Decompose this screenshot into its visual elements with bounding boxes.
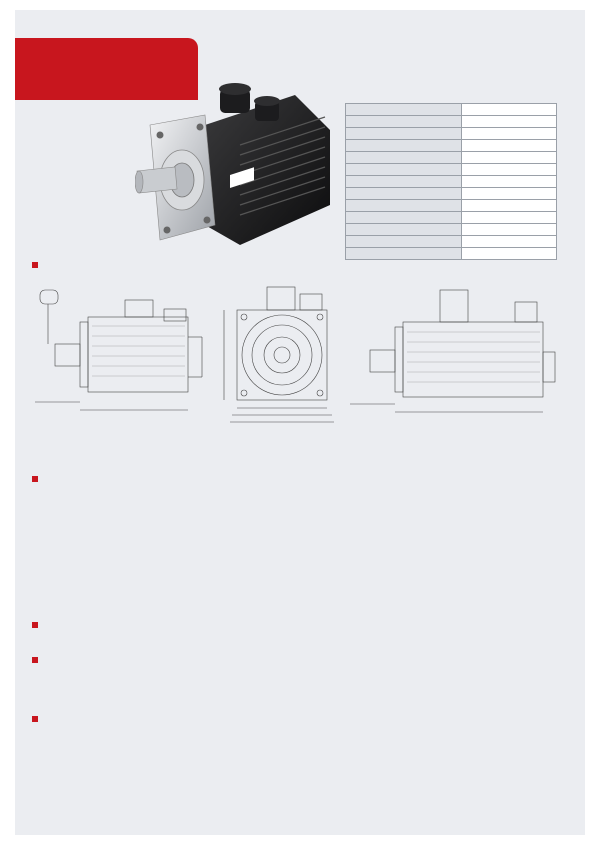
- row-label: [346, 236, 462, 248]
- row-label: [346, 116, 462, 128]
- spec-row: [346, 116, 557, 128]
- cell-value: [462, 176, 557, 188]
- spec-row: [346, 188, 557, 200]
- spec-row: [346, 104, 557, 116]
- section-marker-icon: [32, 657, 38, 663]
- spec-row: [346, 140, 557, 152]
- row-label: [346, 140, 462, 152]
- cell-value: [462, 200, 557, 212]
- spec-row: [346, 164, 557, 176]
- spec-row: [346, 248, 557, 260]
- cell-value: [462, 116, 557, 128]
- section-marker-icon: [32, 476, 38, 482]
- row-label: [346, 248, 462, 260]
- row-label: [346, 224, 462, 236]
- cell-value: [462, 236, 557, 248]
- row-label: [346, 164, 462, 176]
- cell-value: [462, 224, 557, 236]
- section-marker-icon: [32, 622, 38, 628]
- row-label: [346, 200, 462, 212]
- row-label: [346, 188, 462, 200]
- cell-value: [462, 128, 557, 140]
- general-spec-table: [345, 103, 557, 260]
- spec-row: [346, 224, 557, 236]
- spec-row: [346, 152, 557, 164]
- encoder-wiring-heading: [32, 714, 42, 726]
- front-view-drawing: [212, 282, 347, 427]
- cell-value: [462, 248, 557, 260]
- spec-row: [346, 176, 557, 188]
- row-label: [346, 152, 462, 164]
- power-line-heading: [32, 620, 42, 632]
- row-label: [346, 212, 462, 224]
- spec-row: [346, 236, 557, 248]
- cell-value: [462, 212, 557, 224]
- side-view-drawing: [30, 282, 210, 427]
- installation-dimension-heading: [32, 260, 42, 272]
- row-label: [346, 104, 462, 116]
- cell-value: [462, 104, 557, 116]
- cell-value: [462, 188, 557, 200]
- rear-side-view-drawing: [345, 282, 560, 427]
- section-marker-icon: [32, 262, 38, 268]
- section-marker-icon: [32, 716, 38, 722]
- cell-value: [462, 164, 557, 176]
- spec-row: [346, 200, 557, 212]
- specifications-heading: [32, 474, 42, 486]
- cell-value: [462, 152, 557, 164]
- spec-row: [346, 212, 557, 224]
- spec-row: [346, 128, 557, 140]
- cell-value: [462, 140, 557, 152]
- row-label: [346, 128, 462, 140]
- servo-motor-illustration: [135, 75, 335, 255]
- row-label: [346, 176, 462, 188]
- encoder-connection-heading: [32, 655, 42, 667]
